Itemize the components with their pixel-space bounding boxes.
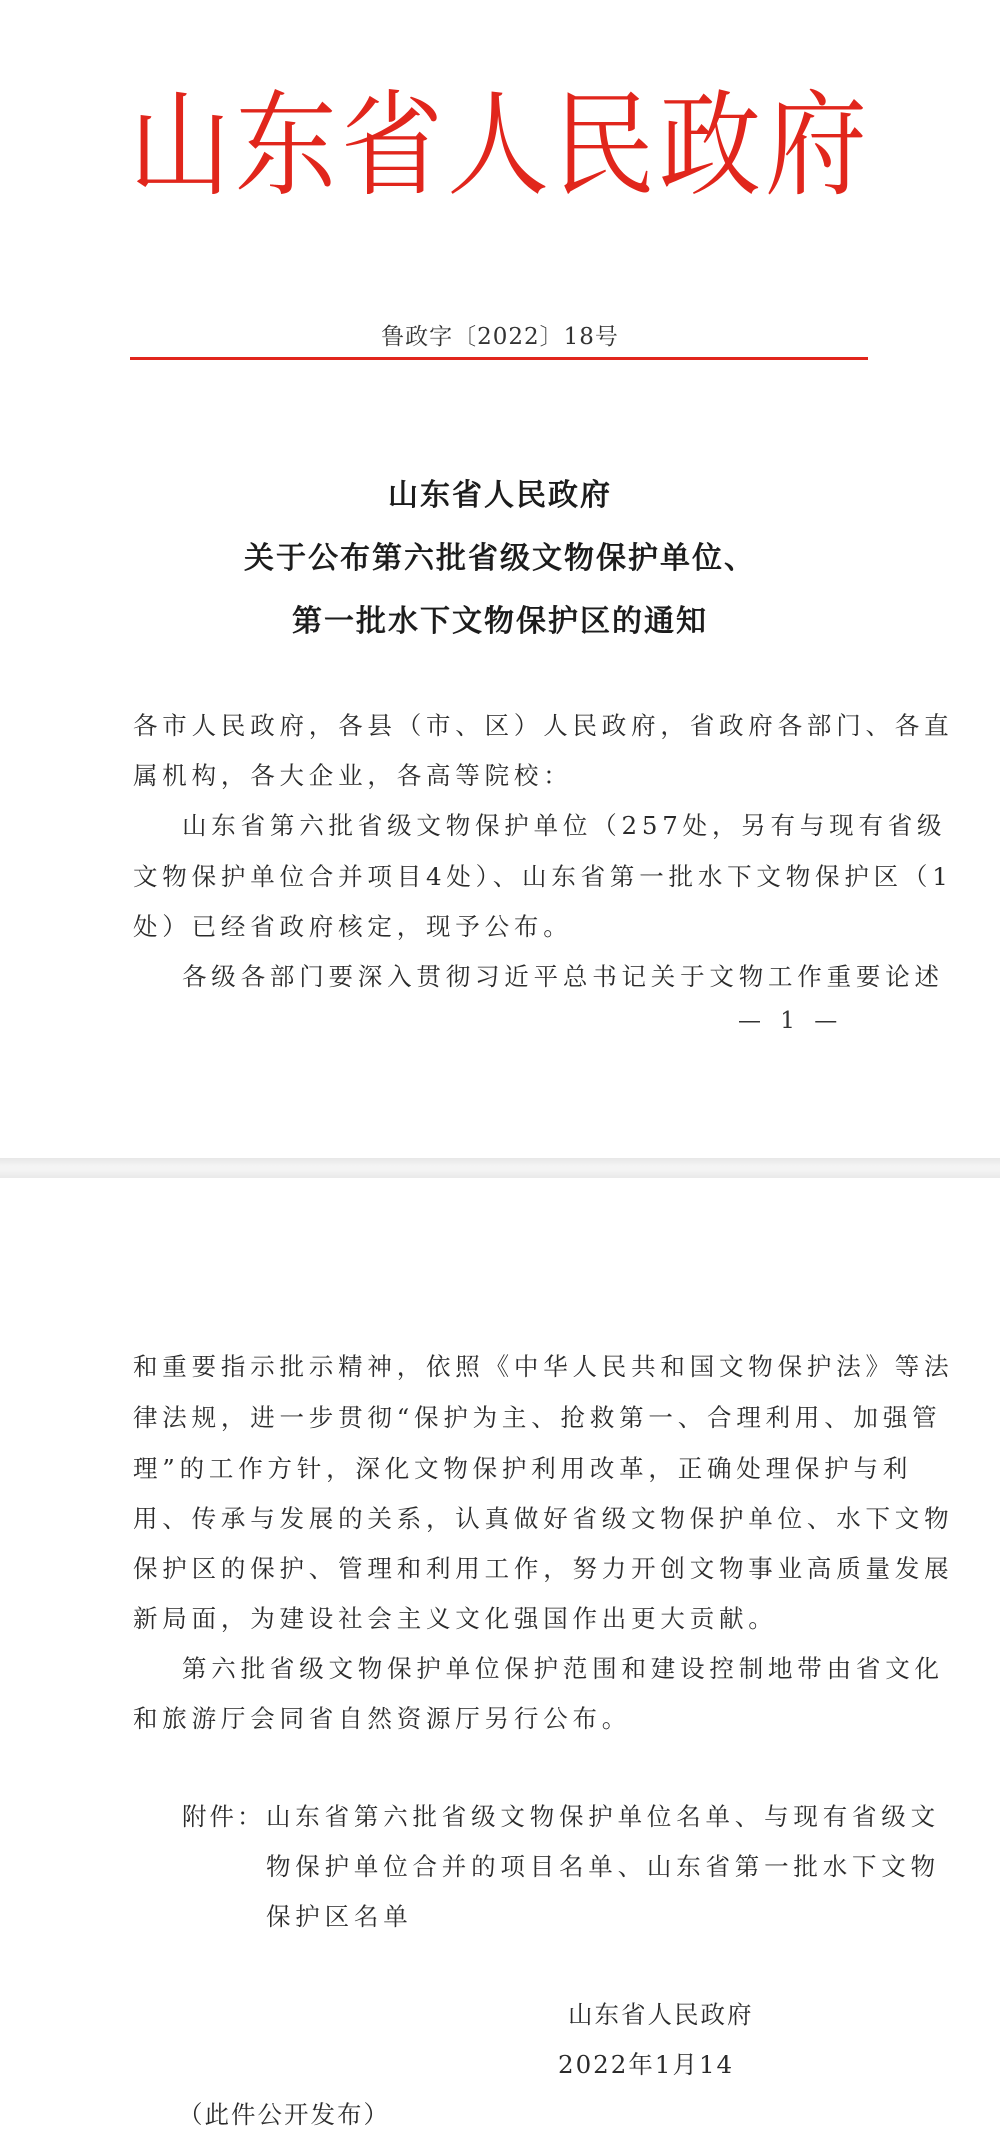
paragraph-1-line-3: 处）已经省政府核定，现予公布。 (133, 912, 573, 941)
red-divider-line (130, 357, 868, 360)
paragraph-2-line-6: 保护区的保护、管理和利用工作，努力开创文物事业高质量发展 (133, 1554, 954, 1583)
paragraph-1-line-2: 文物保护单位合并项目4处）、山东省第一批水下文物保护区（1 (133, 862, 953, 891)
document-number: 鲁政字〔2022〕18号 (381, 324, 619, 350)
paragraph-3-line-2: 和旅游厅会同省自然资源厅另行公布。 (133, 1704, 632, 1733)
attachment-line-1: 山东省第六批省级文物保护单位名单、与现有省级文 (266, 1802, 940, 1831)
notice-title-line-1: 山东省人民政府 (388, 478, 612, 513)
paragraph-1-line-1: 山东省第六批省级文物保护单位（257处，另有与现有省级 (182, 811, 947, 840)
paragraph-2-line-5: 用、传承与发展的关系，认真做好省级文物保护单位、水下文物 (133, 1504, 954, 1533)
masthead-title: 山东省人民政府 (129, 79, 871, 214)
notice-title-line-2: 关于公布第六批省级文物保护单位、 (244, 541, 756, 576)
attachment-line-2: 物保护单位合并的项目名单、山东省第一批水下文物 (266, 1852, 940, 1881)
notice-title-line-3: 第一批水下文物保护区的通知 (292, 604, 708, 639)
paragraph-2-line-7: 新局面，为建设社会主义文化强国作出更大贡献。 (133, 1604, 778, 1633)
signature-date: 2022年1月14 (558, 2050, 735, 2079)
signature-issuer: 山东省人民政府 (568, 2000, 754, 2029)
page-number: — 1 — (738, 1008, 844, 1034)
page-separator (0, 1158, 1000, 1178)
public-release-note: （此件公开发布） (178, 2100, 390, 2129)
addressee-line-2: 属机构，各大企业，各高等院校： (133, 761, 573, 790)
paragraph-2-line-4: 理”的工作方针，深化文物保护利用改革，正确处理保护与利 (133, 1454, 913, 1483)
paragraph-2-line-3: 律法规，进一步贯彻“保护为主、抢救第一、合理利用、加强管 (133, 1403, 942, 1432)
paragraph-3-line-1: 第六批省级文物保护单位保护范围和建设控制地带由省文化 (182, 1654, 944, 1683)
attachment-line-3: 保护区名单 (266, 1902, 413, 1931)
paragraph-2-line-2: 和重要指示批示精神，依照《中华人民共和国文物保护法》等法 (133, 1352, 954, 1381)
paragraph-2-line-1: 各级各部门要深入贯彻习近平总书记关于文物工作重要论述 (182, 962, 944, 991)
document-page-2 (0, 1178, 1000, 2132)
attachment-label: 附件： (182, 1802, 265, 1831)
addressee-line-1: 各市人民政府，各县（市、区）人民政府，省政府各部门、各直 (133, 711, 954, 740)
